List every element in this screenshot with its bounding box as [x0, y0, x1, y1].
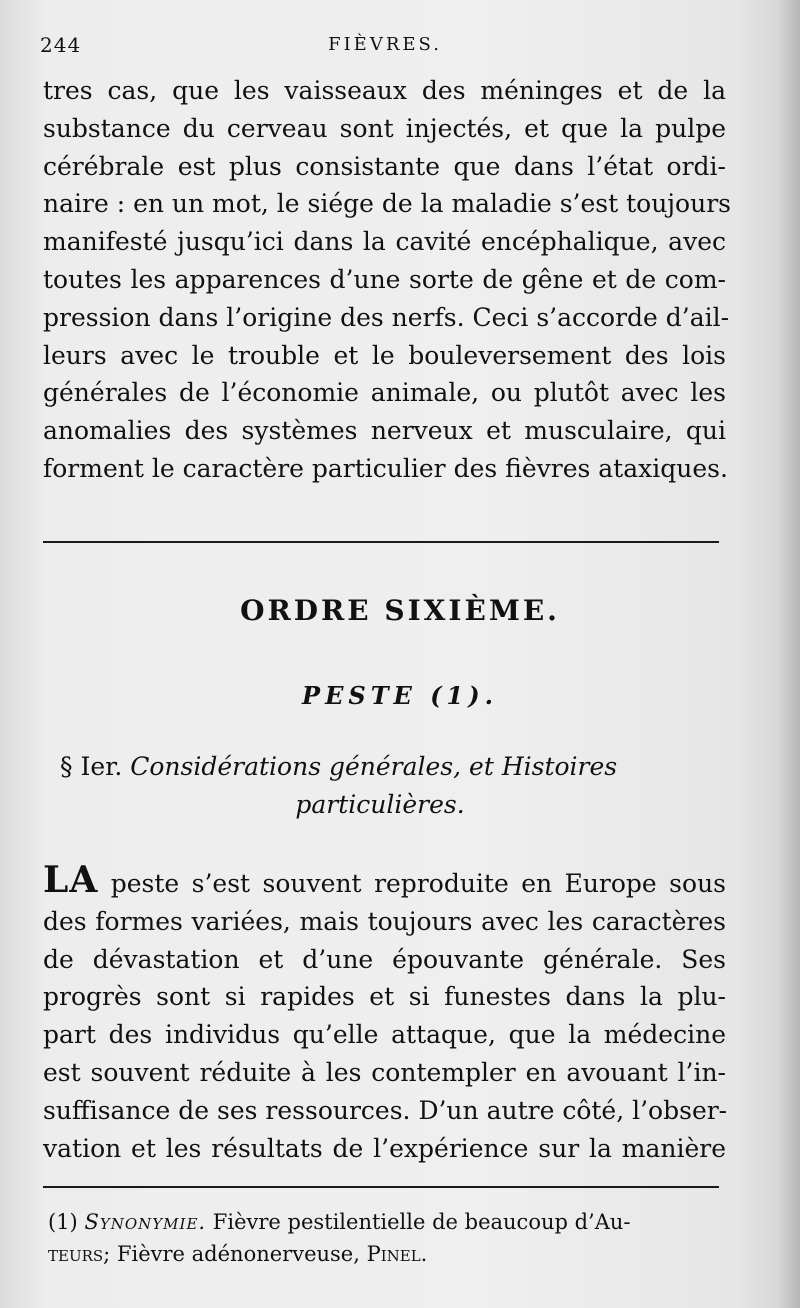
text-line: part des individus qu’elle attaque, que la médecine — [43, 1020, 726, 1050]
footnote-label: Synonymie. — [84, 1210, 207, 1234]
footnote-marker: (1) — [48, 1210, 78, 1234]
text-line: tres cas, que les vaisseaux des méninges et de la — [43, 76, 726, 105]
text-line: vation et les résultats de l’expérience sur la manière — [43, 1133, 726, 1163]
page-edge-shadow — [778, 0, 800, 1308]
footnote-text-2b: Fièvre adénonerveuse, — [116, 1242, 360, 1266]
text-line: substance du cerveau sont injectés, et que la pulpe — [43, 113, 726, 143]
running-head: FIÈVRES. — [328, 34, 442, 55]
text-line: de dévastation et d’une épouvante générale. Ses — [43, 944, 726, 974]
footnote-divider — [43, 1186, 719, 1188]
footnote-text-1: Fièvre pestilentielle de beaucoup d’Au- — [212, 1210, 631, 1234]
footnote-line-2 — [48, 1238, 728, 1270]
text-line: naire : en un mot, le siége de la maladie s’est toujours — [43, 189, 731, 219]
section-divider — [43, 541, 719, 543]
text-line: des formes variées, mais toujours avec les caractères — [43, 906, 726, 936]
text-line: forment le caractère particulier des fièvres ataxiques. — [43, 453, 728, 483]
top-paragraph — [43, 72, 731, 488]
section-heading — [60, 748, 740, 824]
text-line: progrès sont si rapides et si funestes dans la plu- — [43, 982, 726, 1012]
text-line-first — [43, 859, 726, 903]
footnote-line-1 — [48, 1206, 728, 1238]
footnote — [48, 1206, 728, 1270]
section-title-line2: particulières. — [295, 790, 465, 819]
text-line: pression dans l’origine des nerfs. Ceci s’accorde d’ail- — [43, 302, 730, 332]
main-paragraph — [43, 859, 728, 1167]
drop-cap: LA — [43, 859, 99, 901]
page-number: 244 — [40, 33, 82, 57]
text-line: cérébrale est plus consistante que dans l’état ordi- — [43, 151, 726, 181]
text-line: manifesté jusqu’ici dans la cavité encéphalique, avec — [43, 227, 726, 257]
order-title: ORDRE SIXIÈME. — [240, 594, 560, 627]
text-line: générales de l’économie animale, ou plutôt avec les — [43, 378, 726, 408]
text-line: anomalies des systèmes nerveux et musculaire, qui — [43, 416, 726, 446]
footnote-text-2a: teurs; — [48, 1242, 111, 1266]
text-line: suffisance de ses ressources. D’un autre côté, l’obser- — [43, 1095, 728, 1125]
text-line: est souvent réduite à les contempler en avouant l’in- — [43, 1057, 726, 1087]
text-line: toutes les apparences d’une sorte de gêne et de com- — [43, 264, 726, 294]
section-title-line1: Considérations générales, et Histoires — [130, 752, 618, 781]
page-header — [40, 30, 730, 60]
text-line: leurs avec le trouble et le bouleversement des lois — [43, 340, 726, 370]
footnote-author: Pinel. — [366, 1242, 428, 1266]
disease-title: PESTE (1). — [302, 681, 498, 710]
section-mark: § Ier. — [60, 752, 123, 781]
first-line-text: peste s’est souvent reproduite en Europe sous — [110, 869, 726, 898]
